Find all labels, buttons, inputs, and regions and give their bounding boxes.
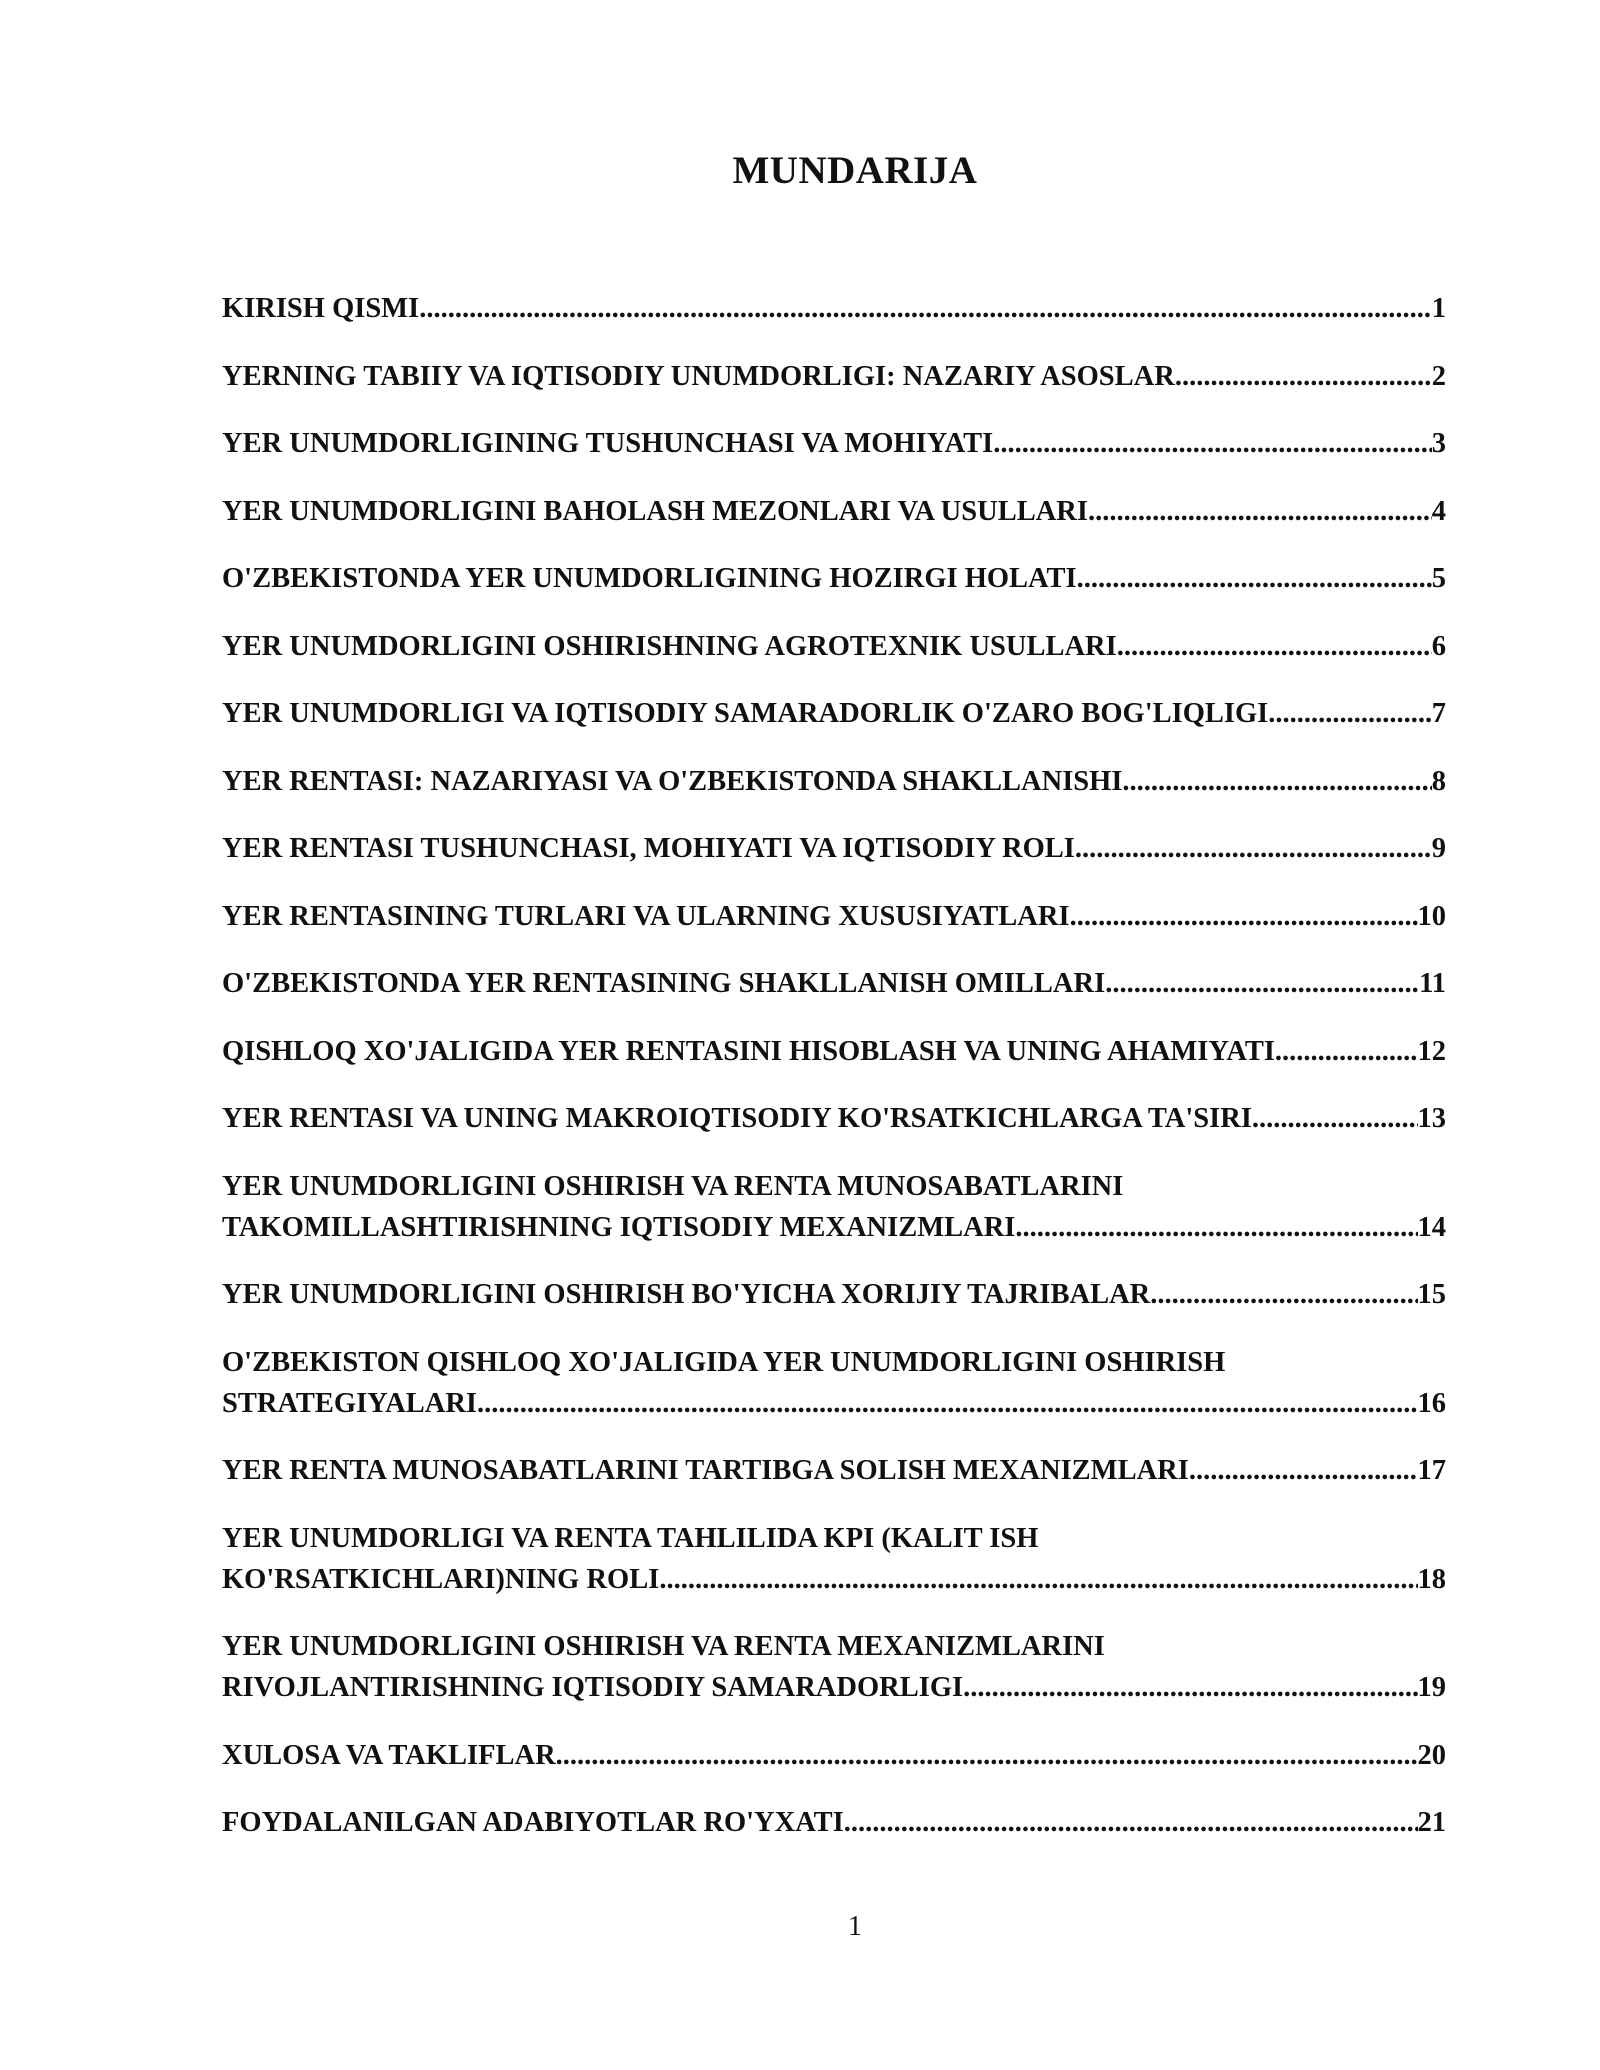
table-of-contents <box>222 288 1446 1870</box>
dot-leader <box>1105 963 1419 1004</box>
toc-entry-page-number: 14 <box>1417 1211 1446 1243</box>
toc-entry-page-number: 2 <box>1431 360 1446 392</box>
toc-entry-page-number: 16 <box>1417 1387 1446 1419</box>
toc-entry-page-number: 20 <box>1417 1739 1446 1771</box>
toc-entry-line <box>222 761 1446 802</box>
toc-entry-title: YER RENTASI: NAZARIYASI VA O'ZBEKISTONDA SHAKLLANISHI <box>222 765 1123 797</box>
toc-entry-title: STRATEGIYALARI <box>222 1387 477 1419</box>
dot-leader <box>1070 896 1418 937</box>
toc-entry-line <box>222 963 1446 1004</box>
toc-entry-title: YER RENTASI VA UNING MAKROIQTISODIY KO'RSATKICHLARGA TA'SIRI <box>222 1103 1252 1134</box>
toc-entry[interactable] <box>222 626 1446 667</box>
toc-entry-line <box>222 1667 1446 1708</box>
dot-leader <box>844 1802 1418 1843</box>
toc-entry-line <box>222 491 1446 532</box>
toc-entry-title: RIVOJLANTIRISHNING IQTISODIY SAMARADORLIGI <box>222 1672 964 1703</box>
dot-leader <box>1252 1098 1418 1139</box>
toc-entry-page-number: 15 <box>1417 1279 1446 1310</box>
toc-entry[interactable] <box>222 1031 1446 1072</box>
dot-leader <box>1282 1031 1417 1072</box>
toc-entry[interactable] <box>222 1274 1446 1315</box>
toc-entry-line <box>222 1098 1446 1139</box>
toc-entry[interactable] <box>222 896 1446 937</box>
page-number: 1 <box>848 1911 862 1942</box>
toc-entry-title-line: YER UNUMDORLIGI VA RENTA TAHLILIDA KPI (KALIT ISH <box>222 1522 1039 1554</box>
toc-entry[interactable] <box>222 1802 1446 1843</box>
toc-entry-title: KO'RSATKICHLARI)NING ROLI <box>222 1563 660 1595</box>
dot-leader <box>1075 828 1432 869</box>
toc-entry[interactable] <box>222 1450 1446 1491</box>
toc-entry-line <box>222 1735 1446 1776</box>
page-title: MUNDARIJA <box>732 149 978 192</box>
dot-leader <box>1189 1450 1418 1491</box>
toc-entry-title: YER RENTASI TUSHUNCHASI, MOHIYATI VA IQTISODIY ROLI <box>222 833 1075 864</box>
toc-entry-line <box>222 288 1446 329</box>
toc-entry[interactable] <box>222 963 1446 1004</box>
toc-entry-page-number: 8 <box>1431 765 1446 797</box>
toc-entry-title: FOYDALANILGAN ADABIYOTLAR RO'YXATI <box>222 1807 844 1838</box>
toc-entry-title: YER UNUMDORLIGINI OSHIRISHNING AGROTEXNIK USULLARI <box>222 630 1117 662</box>
dot-leader <box>1088 491 1432 532</box>
toc-entry-title: YER RENTASINING TURLARI VA ULARNING XUSUSIYATLARI <box>222 900 1070 932</box>
toc-entry-line <box>222 356 1446 397</box>
dot-leader <box>963 1667 1417 1708</box>
toc-entry-title: YER UNUMDORLIGINI OSHIRISH BO'YICHA XORIJIY TAJRIBALAR <box>222 1279 1151 1310</box>
dot-leader <box>556 1735 1418 1776</box>
toc-entry[interactable] <box>222 1626 1446 1708</box>
toc-entry-page-number: 9 <box>1431 833 1446 864</box>
toc-entry-title: XULOSA VA TAKLIFLAR <box>222 1739 556 1771</box>
toc-entry-page-number: 6 <box>1431 630 1446 662</box>
dot-leader <box>993 423 1432 464</box>
dot-leader <box>1175 356 1432 397</box>
toc-entry[interactable] <box>222 1166 1446 1248</box>
toc-entry-page-number: 3 <box>1431 428 1446 459</box>
toc-entry-page-number: 5 <box>1431 563 1446 594</box>
toc-entry-title-line: YER UNUMDORLIGINI OSHIRISH VA RENTA MEXANIZMLARINI <box>222 1631 1105 1662</box>
toc-entry[interactable] <box>222 1735 1446 1776</box>
toc-entry-page-number: 7 <box>1431 698 1446 729</box>
dot-leader <box>1015 1207 1417 1248</box>
toc-entry-line <box>222 896 1446 937</box>
toc-entry-line <box>222 1559 1446 1600</box>
toc-entry-page-number: 19 <box>1417 1672 1446 1703</box>
toc-entry-line <box>222 1274 1446 1315</box>
toc-entry[interactable] <box>222 558 1446 599</box>
toc-entry-title: YER RENTA MUNOSABATLARINI TARTIBGA SOLISH MEXANIZMLARI <box>222 1455 1189 1486</box>
dot-leader <box>659 1559 1417 1600</box>
toc-entry[interactable] <box>222 828 1446 869</box>
toc-entry-page-number: 13 <box>1417 1103 1446 1134</box>
dot-leader <box>1268 693 1432 734</box>
dot-leader <box>1077 558 1432 599</box>
toc-entry-title: QISHLOQ XO'JALIGIDA YER RENTASINI HISOBLASH VA UNING AHAMIYATI. <box>222 1035 1283 1067</box>
toc-entry-page-number: 11 <box>1419 968 1446 999</box>
toc-entry-line <box>222 1383 1446 1424</box>
toc-entry-line <box>222 1802 1446 1843</box>
toc-entry-line <box>222 1207 1446 1248</box>
toc-entry-page-number: 12 <box>1417 1035 1446 1067</box>
toc-entry[interactable] <box>222 356 1446 397</box>
toc-entry-title: YER UNUMDORLIGINING TUSHUNCHASI VA MOHIYATI <box>222 428 994 459</box>
toc-entry-line <box>222 1450 1446 1491</box>
toc-entry-title: YERNING TABIIY VA IQTISODIY UNUMDORLIGI: NAZARIY ASOSLAR <box>222 360 1175 392</box>
toc-entry[interactable] <box>222 491 1446 532</box>
dot-leader <box>1150 1274 1417 1315</box>
toc-entry-page-number: 10 <box>1417 900 1446 932</box>
dot-leader <box>1117 626 1432 667</box>
toc-entry-title: TAKOMILLASHTIRISHNING IQTISODIY MEXANIZMLARI <box>222 1211 1016 1243</box>
toc-entry[interactable] <box>222 761 1446 802</box>
toc-entry-line <box>222 828 1446 869</box>
toc-entry-line <box>222 626 1446 667</box>
toc-entry-title: O'ZBEKISTONDA YER RENTASINING SHAKLLANISH OMILLARI <box>222 968 1106 999</box>
toc-entry-title: YER UNUMDORLIGI VA IQTISODIY SAMARADORLIK O'ZARO BOG'LIQLIGI <box>222 698 1269 729</box>
toc-entry-title-line: O'ZBEKISTON QISHLOQ XO'JALIGIDA YER UNUMDORLIGINI OSHIRISH <box>222 1346 1226 1378</box>
toc-entry[interactable] <box>222 693 1446 734</box>
toc-entry-page-number: 1 <box>1431 293 1446 324</box>
toc-entry[interactable] <box>222 423 1446 464</box>
toc-entry-line <box>222 693 1446 734</box>
dot-leader <box>419 288 1432 329</box>
toc-entry[interactable] <box>222 1098 1446 1139</box>
dot-leader <box>477 1383 1418 1424</box>
toc-entry[interactable] <box>222 288 1446 329</box>
toc-entry-line <box>222 1031 1446 1072</box>
toc-entry-line <box>222 558 1446 599</box>
toc-entry-page-number: 21 <box>1417 1807 1446 1838</box>
toc-entry[interactable] <box>222 1342 1446 1424</box>
toc-entry-title: O'ZBEKISTONDA YER UNUMDORLIGINING HOZIRGI HOLATI <box>222 563 1077 594</box>
toc-entry-title-line: YER UNUMDORLIGINI OSHIRISH VA RENTA MUNOSABATLARINI <box>222 1170 1124 1202</box>
toc-entry-line <box>222 423 1446 464</box>
toc-entry[interactable] <box>222 1518 1446 1600</box>
dot-leader <box>1122 761 1431 802</box>
toc-entry-page-number: 4 <box>1431 495 1446 527</box>
toc-entry-title: YER UNUMDORLIGINI BAHOLASH MEZONLARI VA USULLARI <box>222 495 1088 527</box>
toc-entry-page-number: 17 <box>1417 1455 1446 1486</box>
toc-entry-page-number: 18 <box>1417 1563 1446 1595</box>
toc-entry-title: KIRISH QISMI <box>222 293 420 324</box>
